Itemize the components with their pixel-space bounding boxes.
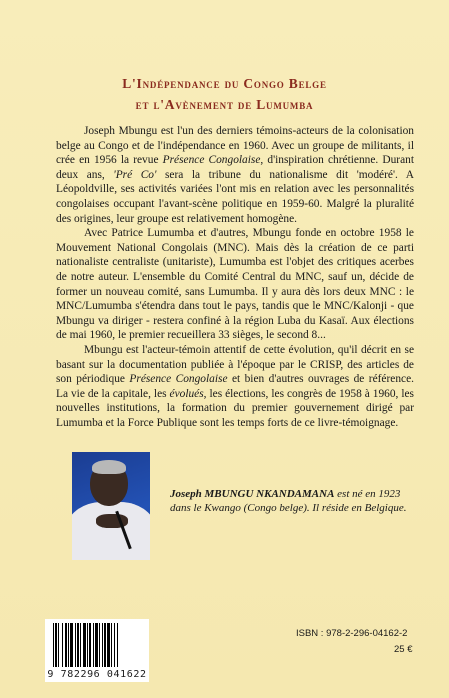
author-name: Joseph MBUNGU NKANDAMANA: [170, 488, 335, 500]
paragraph-1: Joseph Mbungu est l'un des derniers témoins-acteurs de la colonisation belge au Congo et de l'indépendance en 1960. Avec un groupe de militants, il crée en 1956 la revue Présence Congolaise, d'inspiration chrétienne. Durant deux ans, 'Pré Co' sera la tribune du nationalisme dit 'modéré'. A Léopoldville, ses activités variées l'ont mis en relation avec les personnalités congolaises occupant l'avant-scène politique en 1959-60. Malgré la pluralité des origines, leur groupe est relativement homogène.: [56, 125, 415, 225]
blurb: [56, 124, 414, 430]
author-bio: est né en 1923 dans le Kwango (Congo belge). Il réside en Belgique.: [170, 488, 407, 514]
author-caption: [170, 488, 410, 515]
barcode-number: 9 782296 041622: [47, 669, 147, 680]
book-title: [0, 73, 449, 115]
barcode-bars: [53, 623, 145, 667]
barcode: [45, 619, 149, 682]
author-photo: [72, 452, 150, 560]
price: 25 €: [394, 644, 413, 655]
isbn: ISBN : 978-2-296-04162-2: [296, 628, 408, 639]
title-line-1: L'Indépendance du Congo Belge: [122, 76, 327, 91]
paragraph-2: Avec Patrice Lumumba et d'autres, Mbungu fonde en octobre 1958 le Mouvement National Congolais (MNC). Mais dès la création de ce parti nationaliste centraliste (unitariste), Lumumba est l'objet des critiques acerbes de notre auteur. L'ensemble du Comité Central du MNC, sauf un, décide de former un nouveau comité, sans Lumumba. Il y aura dès lors deux MNC : le MNC/Lumumba s'étendra dans tout le pays, tandis que le MNC/Kalonji - que Mbungu va diriger - restera confiné à la région Luba du Kasaï. Aux élections de mai 1960, le premier recueillera 33 sièges, le second 8...: [56, 227, 414, 342]
title-line-2: et l'Avènement de Lumumba: [135, 97, 314, 112]
paragraph-3: Mbungu est l'acteur-témoin attentif de cette évolution, qu'il décrit en se basant sur la documentation publiée à l'époque par le CRISP, des articles de son périodique Présence Congolaise et bien d'autres ouvrages de référence. La vie de la capitale, les évolués, les élections, les congrès de 1958 à 1960, les nouvelles institutions, la formation du premier gouvernement dirigé par Lumumba et la Force Publique sont les temps forts de ce livre-témoignage.: [56, 343, 414, 429]
